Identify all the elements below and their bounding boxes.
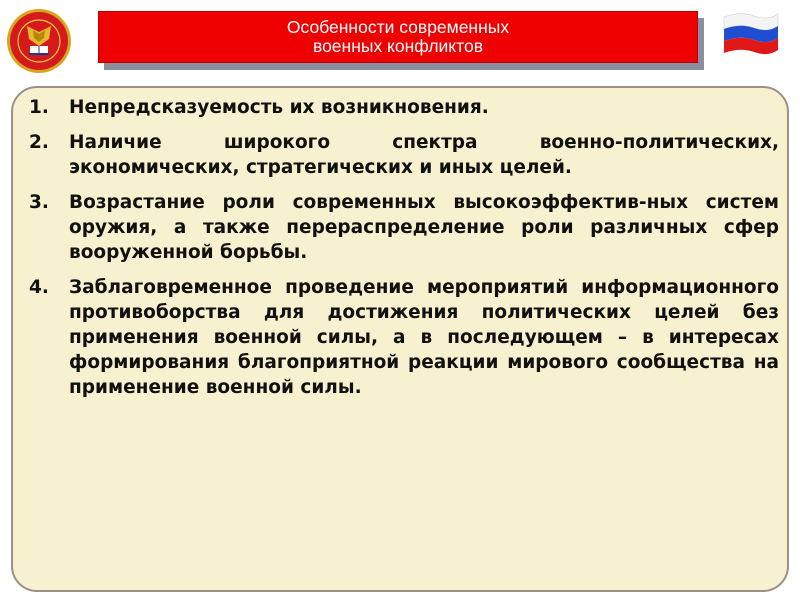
list-item-number: 4.	[29, 277, 49, 298]
list-item-number: 3.	[29, 192, 49, 213]
military-department-emblem-icon	[6, 8, 72, 74]
feature-list	[29, 95, 779, 410]
list-item-number: 2.	[29, 132, 49, 153]
list-item-text: Непредсказуемость их возникновения.	[69, 97, 489, 118]
content-panel	[11, 86, 789, 592]
slide-title	[98, 11, 698, 63]
list-item	[29, 190, 779, 265]
list-item-text: Заблаговременное проведение мероприятий информационного противоборства для достижения политических целей без применения военной силы, а в последующем – в интересах формирования благоприятной реакции мирового сообщества на применение военной силы.	[69, 277, 779, 398]
slide-title-line1: Особенности современных	[286, 17, 510, 37]
list-item	[29, 275, 779, 400]
list-item-text: Наличие широкого спектра военно-политических, экономических, стратегических и иных целей.	[69, 132, 779, 178]
list-item	[29, 95, 779, 120]
list-item-text: Возрастание роли современных высокоэффектив-ных систем оружия, а также перераспределение роли различных сфер вооруженной борьбы.	[69, 192, 779, 263]
slide-title-line2: военных конфликтов	[312, 36, 484, 56]
russian-flag-icon	[720, 11, 782, 55]
list-item	[29, 130, 779, 180]
list-item-number: 1.	[29, 97, 49, 118]
